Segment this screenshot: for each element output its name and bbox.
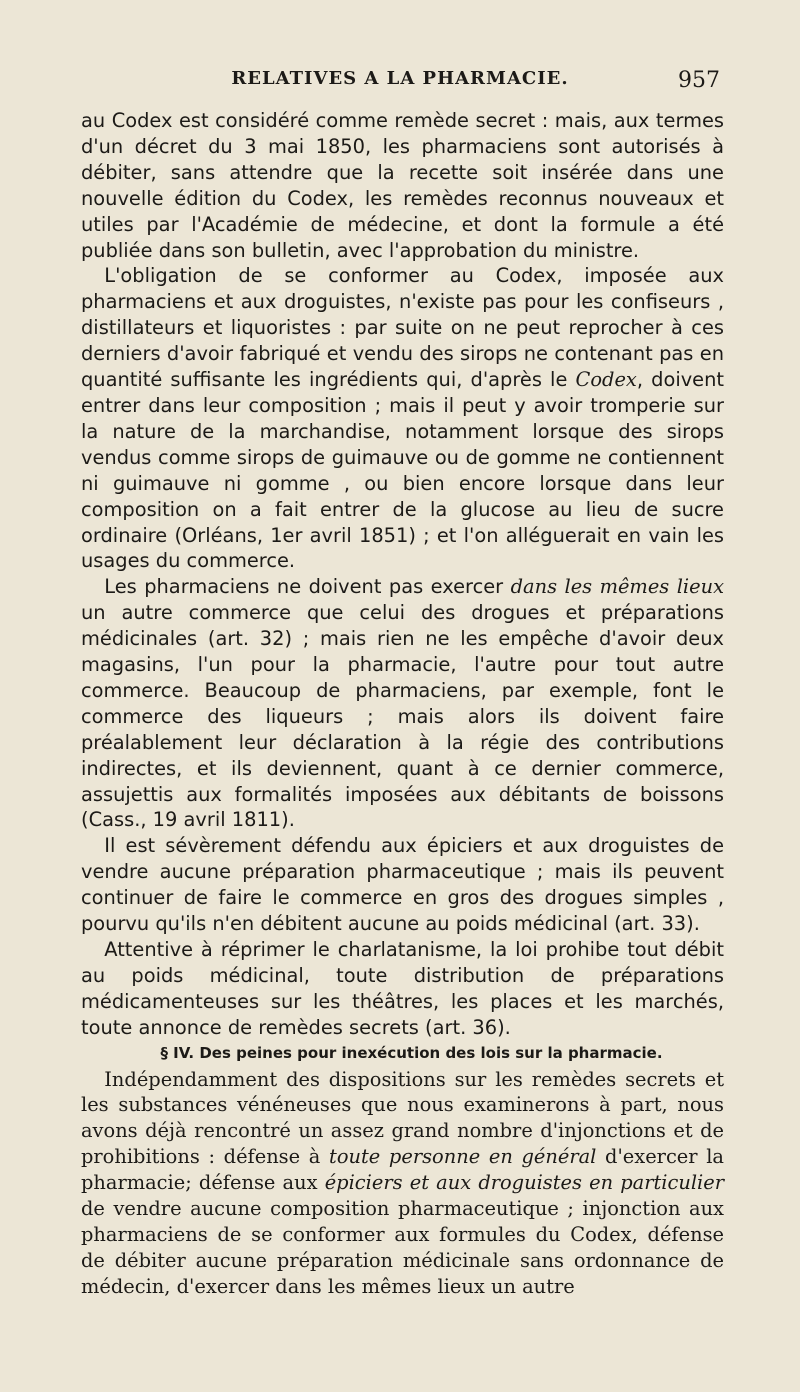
paragraph-5: Attentive à réprimer le charlatanisme, la loi prohibe tout débit au poids médicinal, toute distribution de préparations médicamenteuses sur les théâtres, les places et les marchés, toute annonce de remèdes secrets (art. 36). — [81, 938, 724, 1039]
paragraph-1: au Codex est considéré comme remède secret : mais, aux termes d'un décret du 3 mai 1850, les pharmaciens sont autorisés à débiter, sans attendre que la recette soit insérée dans une nouvelle édition du Codex, les remèdes reconnus nouveaux et utiles par l'Académie de médecine, et dont la formule a été publiée dans son bulletin, avec l'approbation du ministre. — [81, 109, 724, 262]
section-heading: § IV. Des peines pour inexécution des lois sur la pharmacie. — [160, 1043, 663, 1062]
lower-text — [81, 1067, 724, 1300]
page-number: 957 — [678, 68, 720, 93]
italic-epiciers: épiciers et aux droguistes en particulier — [324, 1171, 724, 1195]
paragraph-2: L'obligation de se conformer au Codex, imposée aux pharmaciens et aux droguistes, n'existe pas pour les confiseurs , distillateurs et liquoristes : par suite on ne peut reprocher à ces derniers d'avoir fabriqué et vendu des sirops ne contenant pas en quantité suffisante les ingrédients qui, d'après le Codex, doivent entrer dans leur composition ; mais il peut y avoir tromperie sur la nature de la marchandise, notamment lorsque des sirops vendus comme sirops de guimauve ou de gomme ne contiennent ni guimauve ni gomme , ou bien encore lorsque dans leur composition on a fait entrer de la glucose au lieu de sucre ordinaire (Orléans, 1er avril 1851) ; et l'on alléguerait en vain les usages du commerce. — [81, 264, 725, 573]
running-title: RELATIVES A LA PHARMACIE. — [231, 68, 569, 89]
italic-toute-personne: toute personne en général — [329, 1145, 597, 1169]
italic-codex: Codex — [575, 368, 637, 392]
paragraph-6: Indépendamment des dispositions sur les remèdes secrets et les substances vénéneuses que nous examinerons à part, nous avons déjà rencontré un assez grand nombre d'injonctions et de prohibitions : défense à toute personne en général d'exercer la pharmacie; défense aux épiciers et aux droguistes en particulier de vendre aucune composition pharmaceutique ; injonction aux pharmaciens de se conformer aux formules du Codex, défense de débiter aucune préparation médicinale sans ordonnance de médecin, d'exercer dans les mêmes lieux un autre — [81, 1067, 724, 1298]
paragraph-3: Les pharmaciens ne doivent pas exercer dans les mêmes lieux un autre commerce que celui des drogues et préparations médicinales (art. 32) ; mais rien ne les empêche d'avoir deux magasins, l'un pour la pharmacie, l'autre pour tout autre commerce. Beaucoup de pharmaciens, par exemple, font le commerce des liqueurs ; mais alors ils doivent faire préalablement leur déclaration à la régie des contributions indirectes, et ils deviennent, quant à ce dernier commerce, assujettis aux formalités imposées aux débitants de boissons (Cass., 19 avril 1811). — [81, 575, 725, 832]
paragraph-4: Il est sévèrement défendu aux épiciers et aux droguistes de vendre aucune préparation pharmaceutique ; mais ils peuvent continuer de faire le commerce en gros des drogues simples , pourvu qu'ils n'en débitent aucune au poids médicinal (art. 33). — [81, 834, 724, 936]
running-head — [0, 68, 800, 98]
italic-memes-lieux: dans les mêmes lieux — [510, 575, 725, 599]
body-text — [81, 108, 724, 1300]
